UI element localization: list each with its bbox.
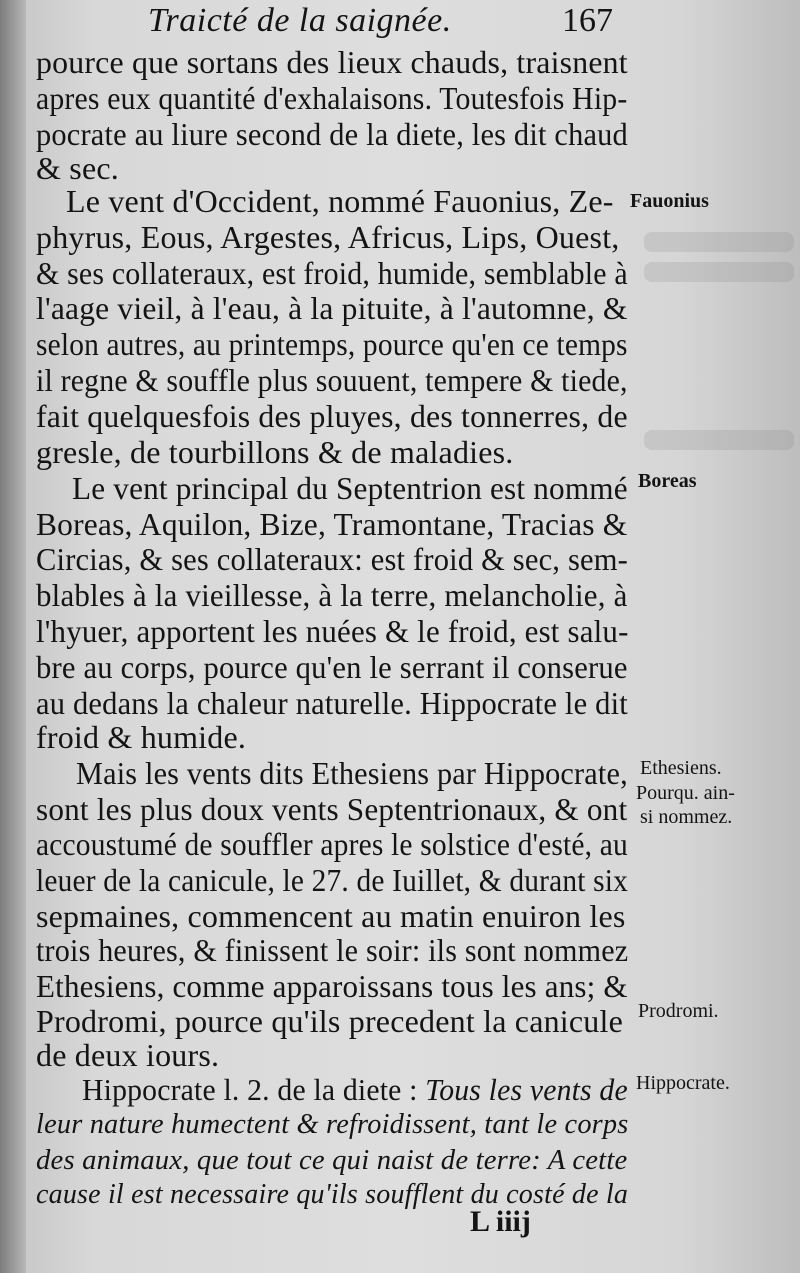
text-line: apres eux quantité d'exhalaisons. Toutesfois Hip- bbox=[36, 80, 628, 116]
text-line: accoustumé de souffler apres le solstice d'esté, au bbox=[36, 826, 628, 862]
text-line: blables à la vieillesse, à la terre, melancholie, à bbox=[36, 577, 628, 613]
margin-note-pourquoi: Pourqu. ain- bbox=[636, 782, 735, 804]
bleed-through-mark bbox=[644, 262, 794, 282]
text-line: Boreas, Aquilon, Bize, Tramontane, Tracias & bbox=[36, 506, 628, 542]
text-line: fait quelquesfois des pluyes, des tonnerres, de bbox=[36, 398, 628, 434]
text-line: pocrate au liure second de la diete, les dit chaud bbox=[36, 116, 628, 152]
text-line: l'hyuer, apportent les nuées & le froid, est salu- bbox=[36, 613, 629, 649]
text-line: de deux iours. bbox=[36, 1037, 220, 1073]
quote-lead: Hippocrate l. 2. de la diete : bbox=[82, 1072, 426, 1107]
quote-line: leur nature humectent & refroidissent, tant le corps bbox=[36, 1108, 629, 1140]
margin-note-hippocrate: Hippocrate. bbox=[636, 1072, 730, 1094]
margin-note-prodromi: Prodromi. bbox=[638, 1000, 719, 1022]
page-number: 167 bbox=[562, 2, 613, 39]
text-line: au dedans la chaleur naturelle. Hippocrate le dit bbox=[36, 685, 628, 721]
text-line: trois heures, & finissent le soir: ils sont nommez bbox=[36, 932, 629, 968]
margin-note-nommez: si nommez. bbox=[640, 806, 733, 828]
text-line: Le vent d'Occident, nommé Fauonius, Ze- bbox=[66, 183, 614, 219]
text-line: sont les plus doux vents Septentrionaux, & ont bbox=[36, 791, 628, 827]
bleed-through-mark bbox=[644, 430, 794, 450]
text-line: gresle, de tourbillons & de maladies. bbox=[36, 434, 514, 470]
text-line: & sec. bbox=[36, 150, 119, 186]
quote-first-line bbox=[82, 1072, 628, 1108]
text-line: froid & humide. bbox=[36, 719, 247, 755]
text-line: Mais les vents dits Ethesiens par Hippocrate, bbox=[76, 755, 628, 791]
text-line: Le vent principal du Septentrion est nommé bbox=[72, 470, 628, 506]
quote-line: des animaux, que tout ce qui naist de terre: A cette bbox=[36, 1144, 628, 1176]
quote-line: cause il est necessaire qu'ils soufflent du costé de la bbox=[36, 1178, 629, 1210]
text-line: sepmaines, commencent au matin enuiron les bbox=[36, 898, 626, 934]
text-line: bre au corps, pource qu'en le serrant il conserue bbox=[36, 649, 628, 685]
margin-note-fauonius: Fauonius bbox=[630, 190, 709, 212]
text-line: selon autres, au printemps, pource qu'en ce temps bbox=[36, 326, 628, 362]
text-line: & ses collateraux, est froid, humide, semblable à bbox=[36, 255, 628, 291]
signature-mark: L iiij bbox=[470, 1205, 531, 1238]
text-line: Circias, & ses collateraux: est froid & sec, sem- bbox=[36, 541, 628, 577]
text-line: leuer de la canicule, le 27. de Iuillet, & durant six bbox=[36, 862, 628, 898]
text-line: phyrus, Eous, Argestes, Africus, Lips, Ouest, bbox=[36, 219, 620, 255]
text-line: Prodromi, pource qu'ils precedent la canicule bbox=[36, 1003, 623, 1039]
quote-italic-start: Tous les vents de bbox=[425, 1072, 628, 1107]
book-spine-shadow bbox=[0, 0, 26, 1273]
margin-note-boreas: Boreas bbox=[638, 470, 697, 492]
text-line: l'aage vieil, à l'eau, à la pituite, à l'automne, & bbox=[36, 290, 628, 326]
bleed-through-mark bbox=[644, 232, 794, 252]
running-header-title: Traicté de la saignée. bbox=[148, 2, 452, 39]
text-line: Ethesiens, comme apparoissans tous les ans; & bbox=[36, 968, 628, 1004]
margin-note-ethesiens: Ethesiens. bbox=[640, 757, 722, 779]
text-line: il regne & souffle plus souuent, tempere & tiede, bbox=[36, 362, 628, 398]
text-line: pource que sortans des lieux chauds, traisnent bbox=[36, 44, 628, 80]
